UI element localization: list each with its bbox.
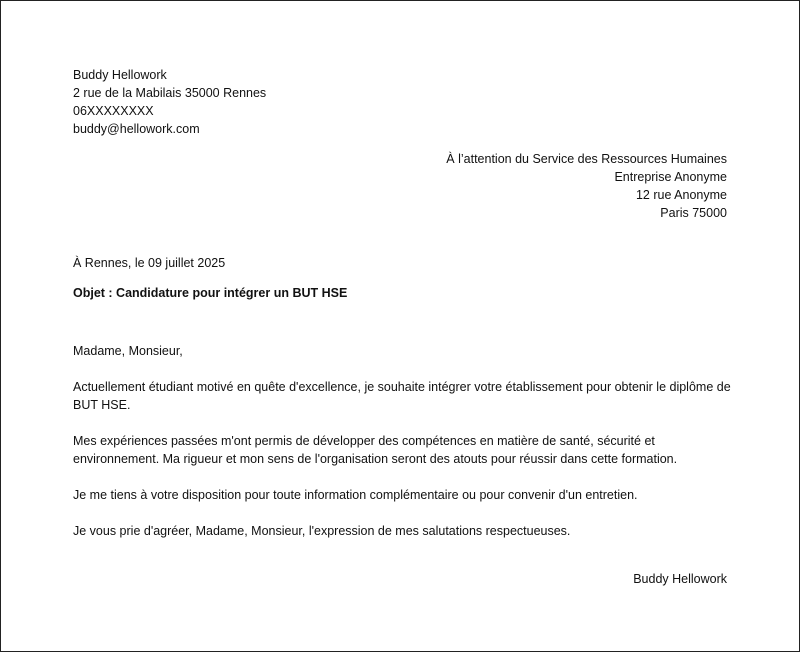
letter-date: À Rennes, le 09 juillet 2025 — [73, 256, 226, 270]
letter-greeting: Madame, Monsieur, — [73, 344, 183, 358]
sender-address: 2 rue de la Mabilais 35000 Rennes — [73, 86, 267, 100]
letter-signature: Buddy Hellowork — [633, 572, 727, 586]
body-paragraph: Mes expériences passées m'ont permis de développer des compétences en matière de santé, sécurité et environnement. Ma rigueur et mon sens de l'organisation seront des atouts pour réussir dans cette formation. — [73, 434, 678, 466]
letter-body — [73, 342, 733, 558]
recipient-block — [446, 150, 727, 222]
body-paragraph: Je me tiens à votre disposition pour toute information complémentaire ou pour convenir d'un entretien. — [73, 488, 638, 502]
recipient-city: Paris 75000 — [660, 206, 727, 220]
recipient-company: Entreprise Anonyme — [614, 170, 727, 184]
sender-phone: 06XXXXXXXX — [73, 104, 154, 118]
recipient-street: 12 rue Anonyme — [635, 188, 727, 202]
body-paragraph: Actuellement étudiant motivé en quête d'excellence, je souhaite intégrer votre établissement pour obtenir le diplôme de BUT HSE. — [73, 380, 731, 412]
sender-block — [73, 66, 266, 138]
letter-subject: Objet : Candidature pour intégrer un BUT HSE — [73, 286, 348, 300]
recipient-attention: À l’attention du Service des Ressources Humaines — [446, 152, 727, 166]
sender-email: buddy@hellowork.com — [73, 122, 200, 136]
closing-paragraph: Je vous prie d'agréer, Madame, Monsieur, l'expression de mes salutations respectueuses. — [73, 524, 571, 538]
sender-name: Buddy Hellowork — [73, 68, 167, 82]
